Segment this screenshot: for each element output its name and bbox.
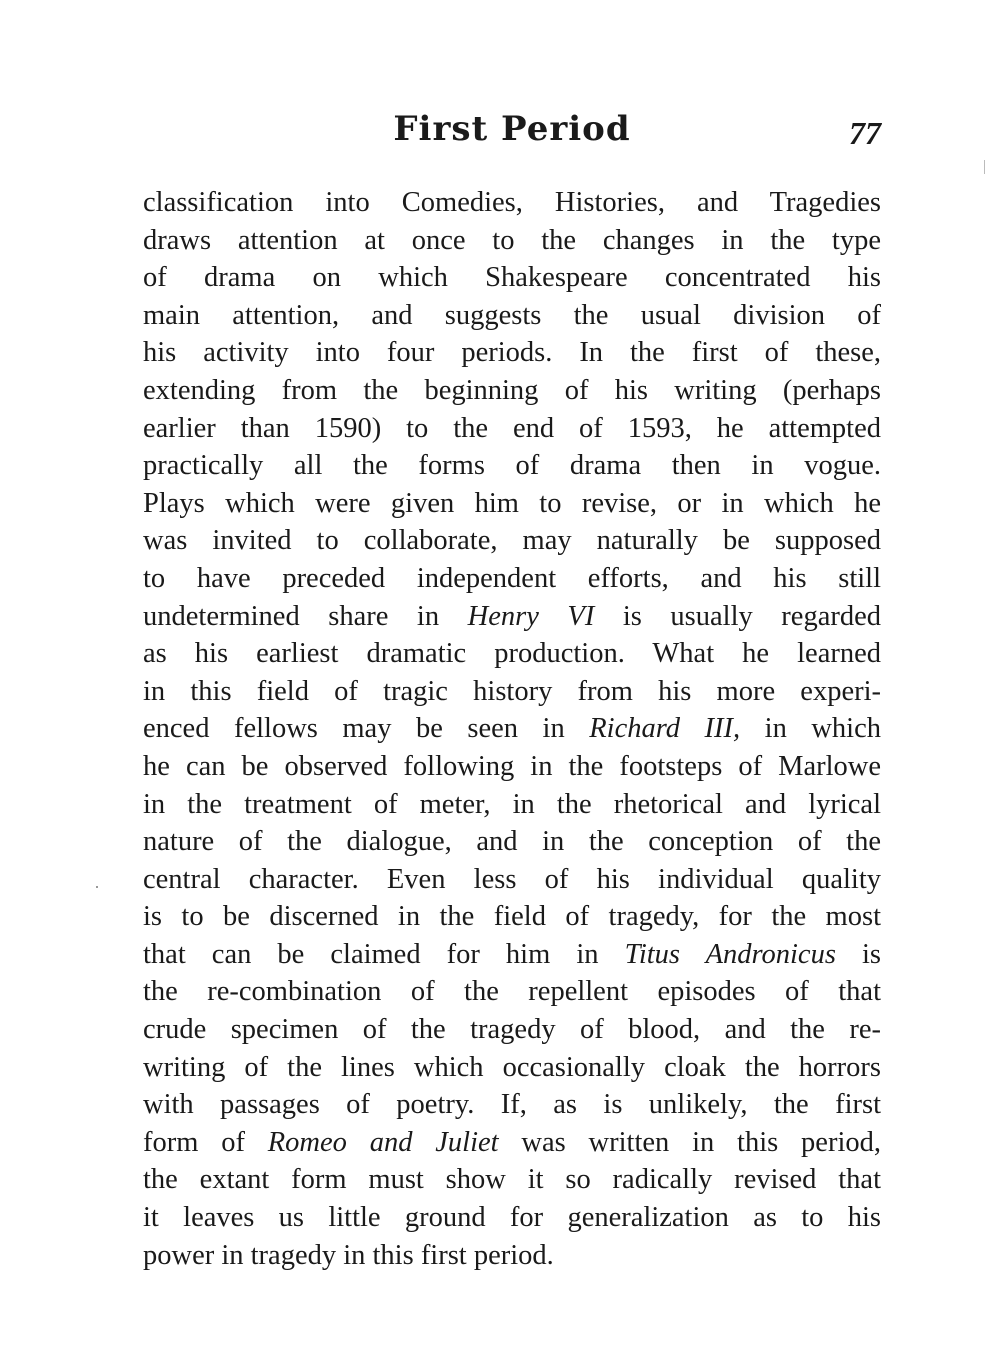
text-line	[143, 635, 881, 673]
body-text	[143, 184, 881, 1274]
text-segment: writing of the lines which occasionally cloak the horrors	[143, 1051, 881, 1083]
page-number: 77	[849, 115, 881, 151]
edge-speck	[984, 160, 985, 174]
text-line	[143, 560, 881, 598]
text-line	[143, 334, 881, 372]
italic-title: Titus Andronicus	[624, 938, 836, 970]
text-line	[143, 673, 881, 711]
text-segment: his activity into four periods. In the first of these,	[143, 337, 881, 369]
text-line	[143, 786, 881, 824]
text-segment: the re-combination of the repellent episodes of that	[143, 976, 881, 1008]
text-segment: undetermined share in	[143, 600, 468, 632]
text-line	[143, 748, 881, 786]
text-segment: as his earliest dramatic production. What he learned	[143, 638, 881, 670]
text-line	[143, 259, 881, 297]
text-line	[143, 898, 881, 936]
text-line	[143, 1124, 881, 1162]
text-line	[143, 447, 881, 485]
text-segment: Plays which were given him to revise, or in which he	[143, 487, 881, 519]
text-line	[143, 598, 881, 636]
italic-title: Romeo and Juliet	[267, 1126, 499, 1158]
text-line	[143, 1086, 881, 1124]
text-segment: in which	[740, 713, 882, 745]
text-segment: was invited to collaborate, may naturally be supposed	[143, 525, 881, 557]
text-segment: he can be observed following in the footsteps of Marlowe	[143, 750, 881, 782]
text-segment: nature of the dialogue, and in the conception of the	[143, 826, 881, 858]
text-line	[143, 710, 881, 748]
text-line	[143, 485, 881, 523]
text-line	[143, 861, 881, 899]
text-segment: draws attention at once to the changes in the type	[143, 224, 881, 256]
text-line	[143, 1237, 881, 1275]
text-line	[143, 1161, 881, 1199]
italic-title: Richard III,	[589, 713, 741, 745]
text-segment: extending from the beginning of his writing (perhaps	[143, 374, 881, 406]
text-segment: enced fellows may be seen in	[143, 713, 590, 745]
text-segment: to have preceded independent efforts, and his still	[143, 562, 881, 594]
text-segment: practically all the forms of drama then in vogue.	[143, 450, 881, 482]
text-segment: is to be discerned in the field of tragedy, for the most	[143, 901, 881, 933]
margin-speck	[96, 886, 98, 888]
text-segment: with passages of poetry. If, as is unlikely, the first	[143, 1089, 881, 1121]
text-line	[143, 1011, 881, 1049]
text-segment: was written in this period,	[498, 1126, 881, 1158]
text-segment: that can be claimed for him in	[143, 938, 625, 970]
text-segment: of drama on which Shakespeare concentrated his	[143, 262, 881, 294]
text-line	[143, 372, 881, 410]
text-segment: is usually regarded	[594, 600, 881, 632]
text-segment: earlier than 1590) to the end of 1593, he attempted	[143, 412, 881, 444]
text-line	[143, 222, 881, 260]
text-line	[143, 522, 881, 560]
text-line	[143, 1199, 881, 1237]
text-segment: form of	[143, 1126, 268, 1158]
text-line	[143, 297, 881, 335]
running-title: First Period	[393, 109, 631, 149]
text-segment: the extant form must show it so radically revised that	[143, 1164, 881, 1196]
text-segment: it leaves us little ground for generalization as to his	[143, 1202, 881, 1234]
text-segment: central character. Even less of his individual quality	[143, 863, 881, 895]
text-line	[143, 823, 881, 861]
italic-title: Henry VI	[467, 600, 595, 632]
text-segment: classification into Comedies, Histories, and Tragedies	[143, 187, 881, 218]
text-line	[143, 1049, 881, 1087]
text-line	[143, 973, 881, 1011]
running-head	[143, 104, 881, 154]
text-segment: in the treatment of meter, in the rhetorical and lyrical	[143, 788, 881, 820]
text-segment: crude specimen of the tragedy of blood, and the re-	[143, 1014, 881, 1046]
text-line	[143, 936, 881, 974]
text-segment: main attention, and suggests the usual division of	[143, 299, 881, 331]
text-line	[143, 184, 881, 222]
text-segment: is	[835, 938, 881, 970]
text-segment: in this field of tragic history from his more experi-	[143, 675, 881, 707]
text-segment: power in tragedy in this first period.	[143, 1239, 554, 1271]
text-line	[143, 410, 881, 448]
